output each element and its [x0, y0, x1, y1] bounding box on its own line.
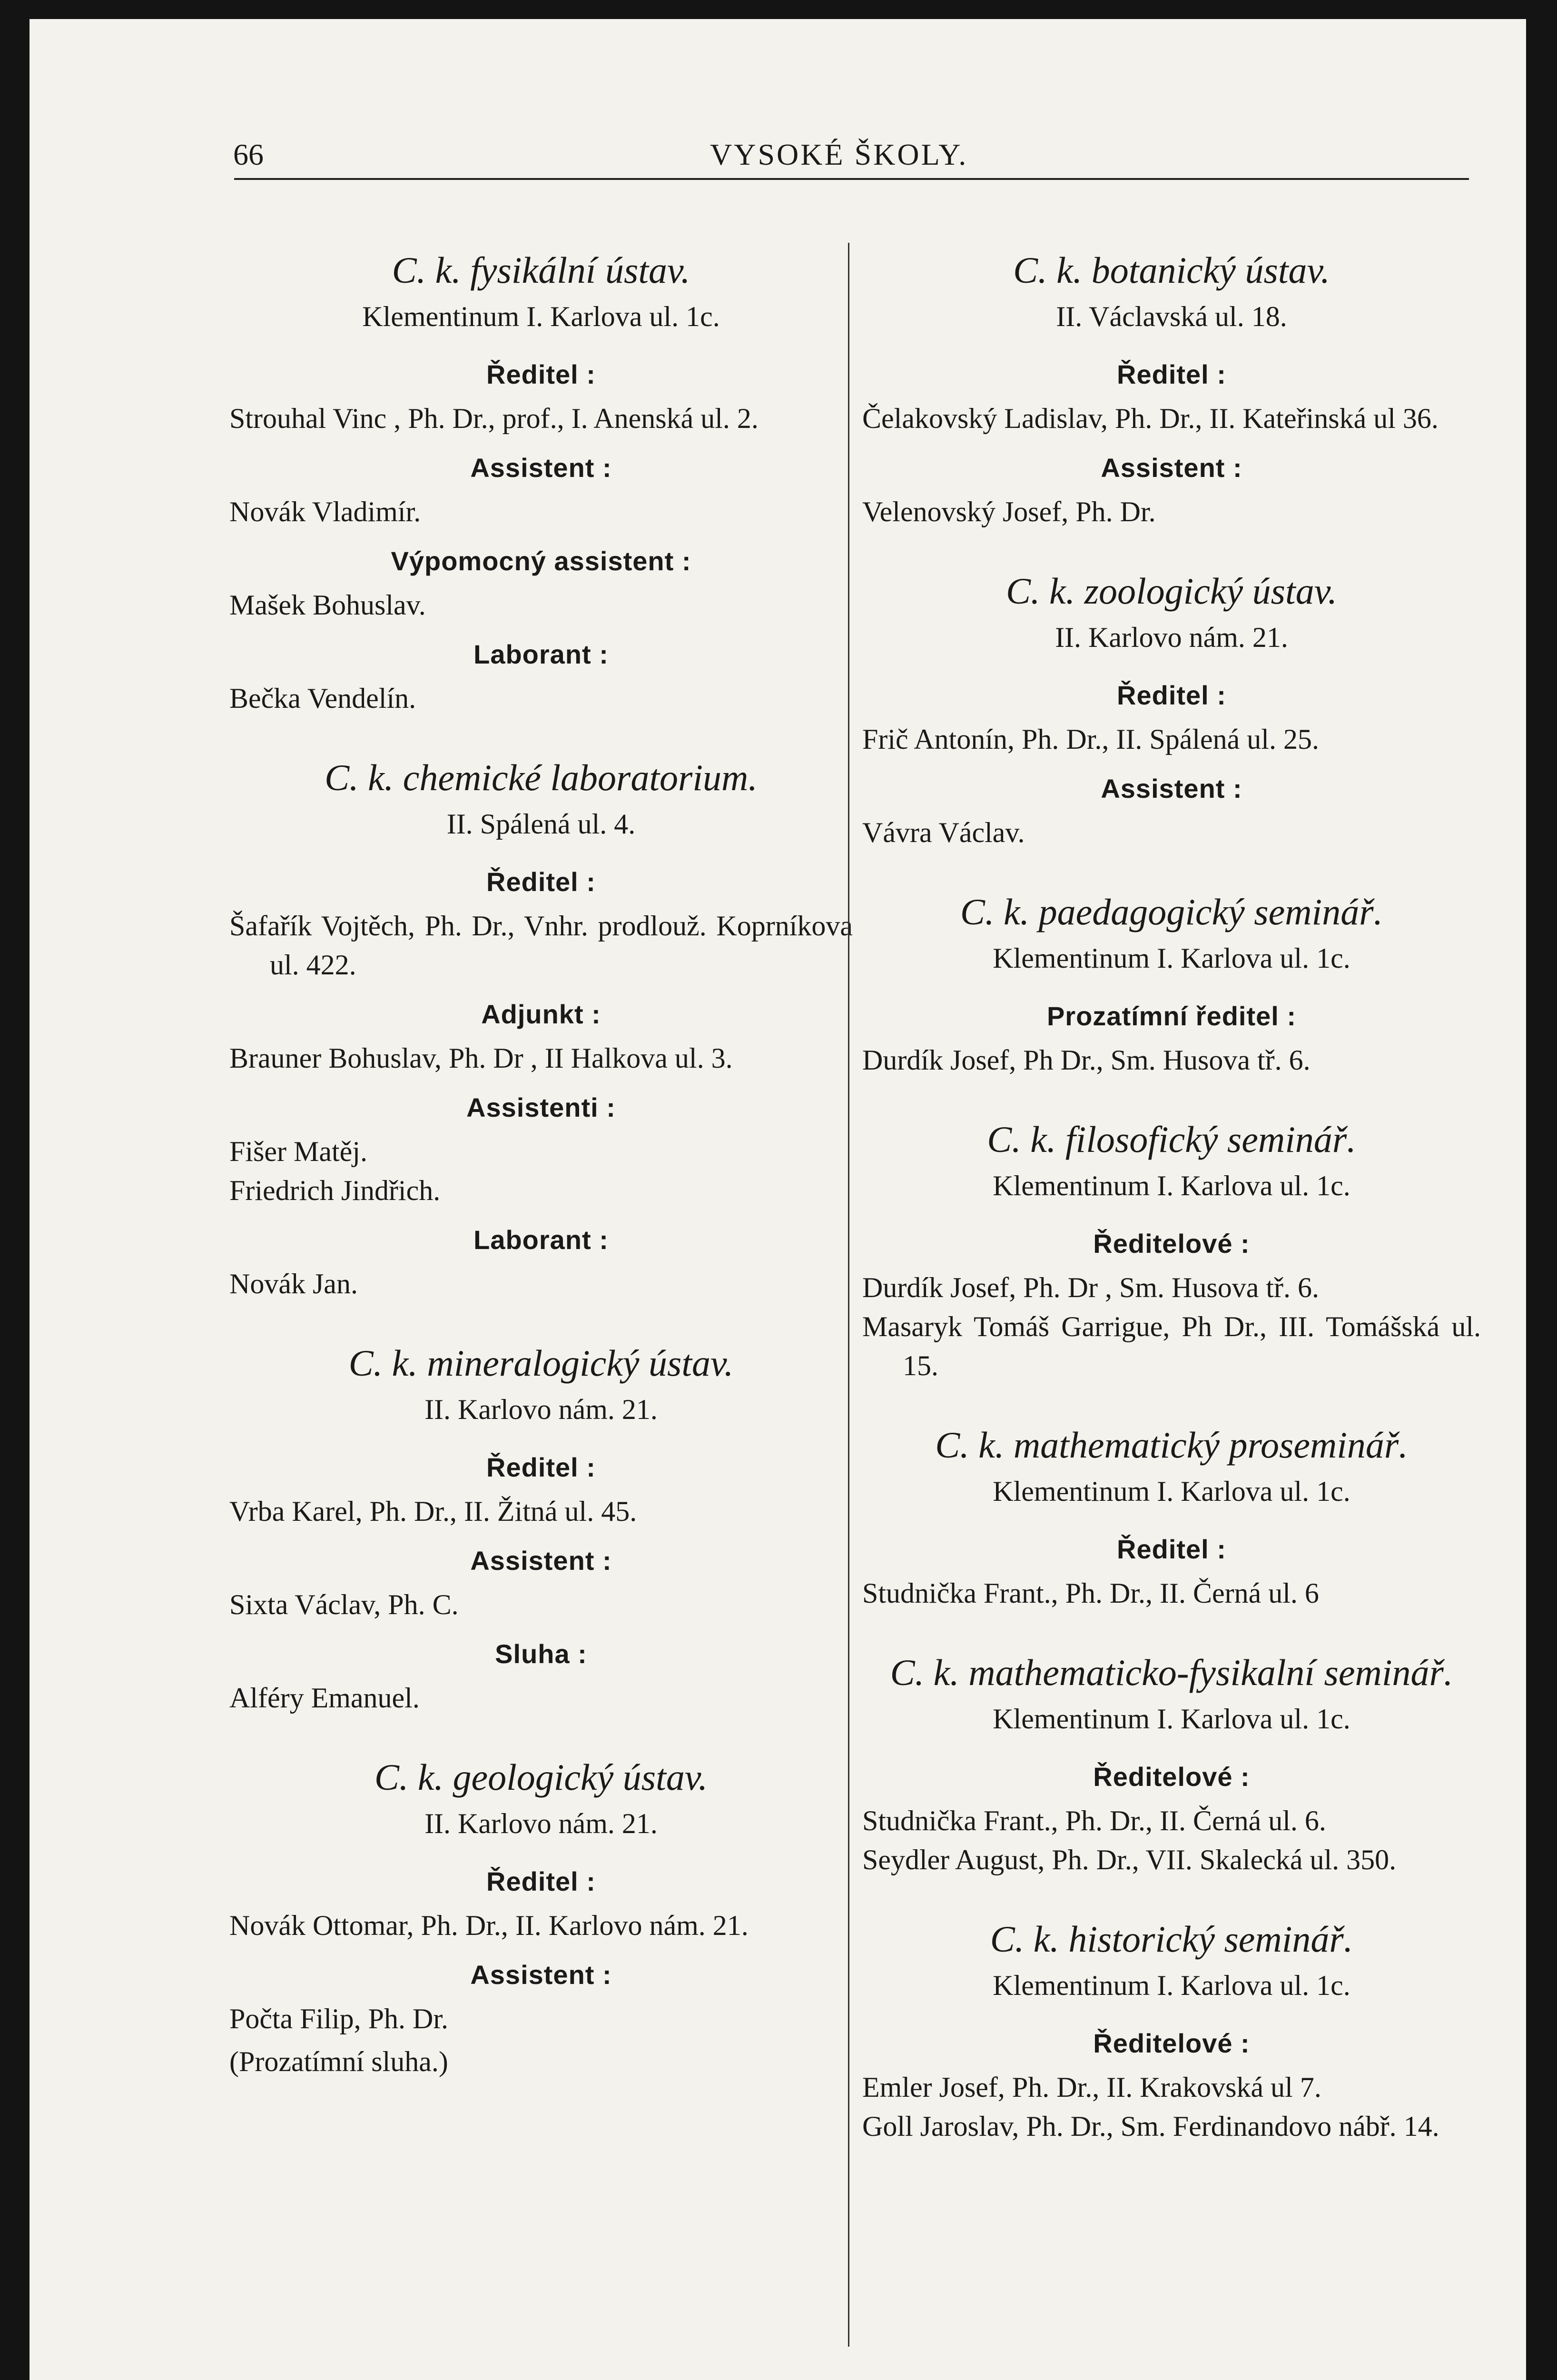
role-label: Ředitel :: [1117, 680, 1226, 710]
role-block: [229, 1635, 853, 1717]
person-entry: Počta Filip, Ph. Dr.: [229, 2003, 449, 2034]
institute-section: [862, 1650, 1481, 1879]
section-address: Klementinum I. Karlova ul. 1c.: [362, 301, 720, 332]
role-block: [229, 355, 853, 438]
institute-section: [862, 568, 1481, 852]
role-label: Ředitel :: [486, 359, 596, 389]
role-label: Ředitel :: [486, 867, 596, 897]
role-label: Ředitelové :: [1093, 1762, 1250, 1792]
section-address: II. Karlovo nám. 21.: [424, 1808, 658, 1839]
role-block: [229, 1448, 853, 1531]
role-block: [229, 863, 853, 984]
institute-section: [229, 248, 853, 718]
person-entry: Vávra Václav.: [862, 817, 1025, 848]
section-title: C. k. botanický ústav.: [1013, 249, 1330, 291]
person-entry: Emler Josef, Ph. Dr., II. Krakovská ul 7.: [862, 2072, 1321, 2103]
role-block: [862, 1530, 1481, 1613]
role-block: [229, 1541, 853, 1624]
institute-section: [862, 889, 1481, 1080]
book-page: [30, 19, 1526, 2380]
role-block: [229, 995, 853, 1078]
role-block: [229, 1088, 853, 1210]
role-label: Ředitel :: [486, 1866, 596, 1896]
role-block: [862, 769, 1481, 852]
role-block: [862, 1757, 1481, 1879]
section-title: C. k. paedagogický seminář.: [960, 891, 1383, 932]
role-block: [229, 635, 853, 718]
section-title: C. k. historický seminář.: [990, 1918, 1353, 1960]
role-block: [862, 448, 1481, 531]
person-entry: Čelakovský Ladislav, Ph. Dr., II. Kateřinská ul 36.: [862, 403, 1439, 434]
role-label: Prozatímní ředitel :: [1046, 1001, 1297, 1031]
person-entry: Strouhal Vinc , Ph. Dr., prof., I. Anenská ul. 2.: [229, 403, 759, 434]
institute-section: [862, 1916, 1481, 2146]
person-entry: Masaryk Tomáš Garrigue, Ph Dr., III. Tomášská ul. 15.: [862, 1311, 1481, 1381]
role-block: [862, 1224, 1481, 1385]
person-entry: Friedrich Jindřich.: [229, 1175, 441, 1206]
person-entry: Studnička Frant., Ph. Dr., II. Černá ul. 6.: [862, 1805, 1326, 1836]
section-address: Klementinum I. Karlova ul. 1c.: [993, 1703, 1350, 1735]
person-entry: Brauner Bohuslav, Ph. Dr , II Halkova ul. 3.: [229, 1042, 733, 1074]
role-label: Ředitel :: [486, 1452, 596, 1482]
role-label: Adjunkt :: [481, 999, 601, 1029]
person-entry: Novák Vladimír.: [229, 496, 421, 527]
role-block: [862, 355, 1481, 438]
institute-section: [862, 1422, 1481, 1613]
column-divider: [848, 243, 849, 2347]
person-entry: Goll Jaroslav, Ph. Dr., Sm. Ferdinandovo nábř. 14.: [862, 2111, 1439, 2142]
running-title: VYSOKÉ ŠKOLY.: [710, 138, 968, 171]
role-label: Assistent :: [470, 1960, 612, 1990]
institute-section: [229, 755, 853, 1303]
left-column: [229, 248, 853, 2118]
role-block: [862, 997, 1481, 1080]
section-title: C. k. filosofický seminář.: [987, 1119, 1356, 1160]
institute-section: [862, 248, 1481, 531]
person-entry: Fišer Matěj.: [229, 1136, 367, 1167]
role-label: Laborant :: [473, 1225, 609, 1255]
role-label: Assistent :: [470, 453, 612, 483]
person-entry: Novák Ottomar, Ph. Dr., II. Karlovo nám. 21.: [229, 1910, 749, 1941]
section-address: II. Spálená ul. 4.: [446, 808, 636, 840]
role-label: Ředitel :: [1117, 1534, 1226, 1564]
role-label: Assistent :: [1101, 453, 1242, 483]
person-entry: Studnička Frant., Ph. Dr., II. Černá ul. 6: [862, 1577, 1319, 1609]
header-rule: [234, 178, 1469, 180]
person-entry: Seydler August, Ph. Dr., VII. Skalecká ul. 350.: [862, 1844, 1397, 1875]
person-entry: Vrba Karel, Ph. Dr., II. Žitná ul. 45.: [229, 1496, 637, 1527]
person-entry: Novák Jan.: [229, 1268, 358, 1299]
role-label: Assistent :: [470, 1546, 612, 1576]
person-entry: Mašek Bohuslav.: [229, 589, 426, 621]
section-title: C. k. chemické laboratorium.: [325, 757, 758, 798]
section-address: Klementinum I. Karlova ul. 1c.: [993, 942, 1350, 974]
role-block: [862, 2024, 1481, 2146]
section-title: C. k. mathematický proseminář.: [935, 1424, 1408, 1466]
person-entry: Frič Antonín, Ph. Dr., II. Spálená ul. 25.: [862, 724, 1319, 755]
person-entry: Durdík Josef, Ph Dr., Sm. Husova tř. 6.: [862, 1044, 1311, 1076]
role-label: Výpomocný assistent :: [391, 546, 691, 576]
section-title: C. k. fysikální ústav.: [392, 249, 690, 291]
section-address: Klementinum I. Karlova ul. 1c.: [993, 1970, 1350, 2001]
institute-section: [229, 1755, 853, 2081]
role-label: Ředitel :: [1117, 359, 1226, 389]
institute-section: [862, 1117, 1481, 1385]
person-entry: Sixta Václav, Ph. C.: [229, 1589, 459, 1620]
role-block: [229, 448, 853, 531]
person-entry: Bečka Vendelín.: [229, 683, 416, 714]
institute-section: [229, 1340, 853, 1717]
section-address: II. Václavská ul. 18.: [1056, 301, 1287, 332]
role-label: Ředitelové :: [1093, 1229, 1250, 1259]
section-address: II. Karlovo nám. 21.: [1055, 622, 1288, 653]
section-title: C. k. zoologický ústav.: [1005, 570, 1338, 612]
section-address: II. Karlovo nám. 21.: [424, 1394, 658, 1425]
section-title: C. k. mineralogický ústav.: [348, 1342, 734, 1384]
role-label: Laborant :: [473, 639, 609, 669]
role-label: Ředitelové :: [1093, 2028, 1250, 2058]
role-label: Assistent :: [1101, 774, 1242, 803]
extra-note: (Prozatímní sluha.): [229, 2046, 448, 2077]
section-title: C. k. geologický ústav.: [374, 1756, 708, 1798]
section-title: C. k. mathematicko-fysikalní seminář.: [890, 1652, 1453, 1693]
person-entry: Alféry Emanuel.: [229, 1682, 420, 1714]
right-column: [862, 248, 1481, 2183]
role-block: [862, 676, 1481, 759]
page-header: [30, 137, 1526, 199]
person-entry: Velenovský Josef, Ph. Dr.: [862, 496, 1156, 527]
role-block: [229, 1220, 853, 1303]
person-entry: Durdík Josef, Ph. Dr , Sm. Husova tř. 6.: [862, 1272, 1319, 1303]
role-block: [229, 542, 853, 625]
role-block: [229, 1862, 853, 1945]
person-entry: Šafařík Vojtěch, Ph. Dr., Vnhr. prodlouž. Koprníkova ul. 422.: [229, 910, 853, 981]
role-label: Assistenti :: [466, 1092, 616, 1122]
section-address: Klementinum I. Karlova ul. 1c.: [993, 1476, 1350, 1507]
role-label: Sluha :: [495, 1639, 587, 1669]
role-block: [229, 1955, 853, 2038]
page-number: 66: [233, 138, 264, 171]
section-address: Klementinum I. Karlova ul. 1c.: [993, 1170, 1350, 1201]
